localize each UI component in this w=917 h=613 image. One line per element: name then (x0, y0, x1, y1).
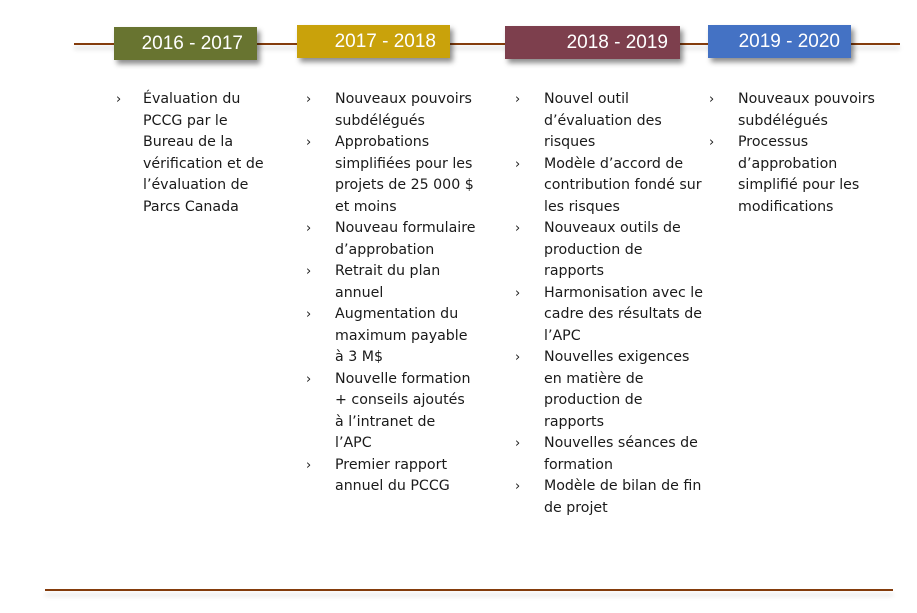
item-text: Nouvelle formation + conseils ajoutés à l’intranet de l’APC (335, 370, 471, 451)
item-text: Augmentation du maximum payable à 3 M$ (335, 306, 468, 365)
period-items-2019-2020 (709, 89, 879, 218)
list-item (515, 218, 705, 283)
chevron-right-icon: › (515, 350, 521, 365)
period-items-2017-2018 (306, 89, 476, 498)
period-label: 2018 - 2019 (566, 32, 668, 53)
period-label: 2019 - 2020 (738, 31, 840, 52)
chevron-right-icon: › (515, 285, 521, 301)
chevron-right-icon: › (306, 371, 312, 387)
item-text: Nouveaux outils de production de rapports (544, 220, 681, 279)
item-text: Premier rapport annuel du PCCG (335, 456, 450, 494)
period-header-2016-2017 (114, 27, 257, 60)
chevron-right-icon: › (515, 221, 521, 236)
chevron-right-icon: › (306, 307, 312, 322)
chevron-right-icon: › (306, 221, 312, 236)
list-item (306, 89, 476, 132)
item-text: Évaluation du PCCG par le Bureau de la vérification et de l’évaluation de Parcs Canada (143, 91, 264, 215)
chevron-right-icon: › (515, 436, 521, 451)
period-header-2017-2018 (297, 25, 450, 58)
bottom-divider-line (45, 589, 893, 591)
item-text: Nouvel outil d’évaluation des risques (544, 91, 662, 150)
list-item (515, 89, 705, 154)
list-item (515, 476, 705, 519)
list-item (709, 89, 879, 132)
list-item (515, 283, 705, 348)
item-text: Retrait du plan annuel (335, 263, 441, 301)
period-header-2018-2019 (505, 26, 680, 59)
item-text: Harmonisation avec le cadre des résultats de l’APC (544, 284, 703, 344)
list-item (306, 261, 476, 304)
list-item (306, 132, 476, 218)
period-items-2018-2019 (515, 89, 705, 519)
item-text: Modèle d’accord de contribution fondé sur les risques (544, 155, 702, 215)
item-text: Nouveaux pouvoirs subdélégués (335, 91, 472, 129)
list-item (306, 304, 476, 369)
period-header-2019-2020 (708, 25, 851, 58)
period-items-2016-2017 (116, 89, 266, 218)
chevron-right-icon: › (515, 479, 521, 494)
chevron-right-icon: › (306, 457, 312, 473)
item-text: Nouvelles séances de formation (544, 435, 698, 473)
chevron-right-icon: › (709, 135, 715, 150)
chevron-right-icon: › (306, 92, 312, 107)
list-item (515, 433, 705, 476)
chevron-right-icon: › (515, 156, 521, 172)
chevron-right-icon: › (306, 135, 312, 150)
item-text: Nouveau formulaire d’approbation (335, 220, 476, 258)
item-text: Approbations simplifiées pour les projets de 25 000 $ et moins (335, 134, 474, 215)
chevron-right-icon: › (709, 92, 715, 107)
list-item (306, 369, 476, 455)
chevron-right-icon: › (515, 92, 521, 107)
list-item (116, 89, 266, 218)
chevron-right-icon: › (116, 92, 122, 107)
period-label: 2017 - 2018 (334, 31, 436, 52)
list-item (515, 154, 705, 219)
list-item (709, 132, 879, 218)
list-item (306, 218, 476, 261)
list-item (306, 455, 476, 498)
item-text: Modèle de bilan de fin de projet (544, 478, 702, 516)
chevron-right-icon: › (306, 264, 312, 279)
period-label: 2016 - 2017 (141, 33, 243, 54)
item-text: Nouveaux pouvoirs subdélégués (738, 91, 875, 129)
item-text: Processus d’approbation simplifié pour les modifications (738, 134, 860, 215)
list-item (515, 347, 705, 433)
item-text: Nouvelles exigences en matière de production de rapports (544, 349, 690, 430)
